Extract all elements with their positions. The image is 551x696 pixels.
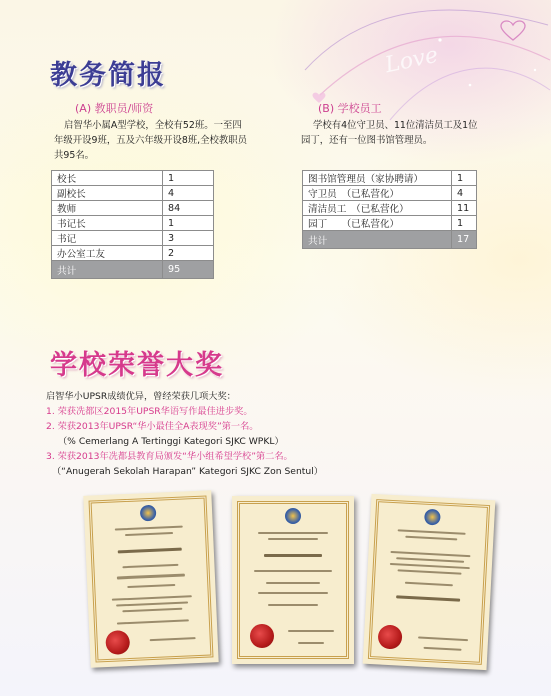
table-row [52,186,214,201]
table-total-value: 17 [452,231,477,249]
workers-table [302,170,477,249]
table-row [52,246,214,261]
certificate-image [83,490,218,667]
table-row [303,186,477,201]
table-cell-label: 书记 [52,231,163,246]
table-cell-value: 2 [163,246,214,261]
table-row [52,201,214,216]
workers-paragraph-line: 园丁，还有一位图书馆管理员。 [301,135,433,146]
table-cell-value: 11 [452,201,477,216]
table-row [52,231,214,246]
workers-heading: (B) 学校员工 [318,102,382,115]
table-total-label: 共计 [52,261,163,279]
certificate-image [363,494,496,670]
staff-paragraph-line: 启智华小属A型学校，全校有52班。一至四 [64,120,242,131]
staff-table [51,170,214,279]
table-cell-label: 守卫员 （已私营化） [303,186,452,201]
table-cell-value: 3 [163,231,214,246]
staff-paragraph [54,118,274,163]
table-cell-label: 教师 [52,201,163,216]
honors-item-note: （“Anugerah Sekolah Harapan” Kategori SJKC Zon Sentul） [52,466,323,477]
table-cell-label: 图书馆管理员（家协聘请） [303,171,452,186]
table-cell-value: 4 [163,186,214,201]
table-cell-label: 办公室工友 [52,246,163,261]
table-row [303,201,477,216]
table-cell-value: 1 [163,216,214,231]
honors-item: 1. 荣获冼都区2015年UPSR华语写作最佳进步奖。 [46,406,253,417]
table-row [303,171,477,186]
table-cell-label: 书记长 [52,216,163,231]
table-cell-label: 校长 [52,171,163,186]
table-total-label: 共计 [303,231,452,249]
staff-heading: (A) 教职员/师资 [75,102,154,115]
table-cell-value: 4 [452,186,477,201]
page-title-academic: 教务简报 [50,60,166,91]
certificate-image [232,496,354,664]
honors-item: 3. 荣获2013年冼都县教育局颁发“华小组希望学校”第二名。 [46,451,293,462]
staff-paragraph-line: 年级开设9班，五及六年级开设8班,全校教职员 [54,135,248,146]
table-cell-value: 1 [163,171,214,186]
table-cell-value: 1 [452,171,477,186]
table-total-row [52,261,214,279]
table-cell-value: 1 [452,216,477,231]
workers-paragraph [301,118,506,148]
table-cell-label: 清洁员工 （已私营化） [303,201,452,216]
decorative-script-text: Love [382,42,441,79]
page-title-honors: 学校荣誉大奖 [50,350,224,381]
workers-paragraph-line: 学校有4位守卫员、11位清洁员工及1位 [313,120,478,131]
table-cell-label: 副校长 [52,186,163,201]
table-row [52,216,214,231]
staff-paragraph-line: 共95名。 [54,150,95,161]
table-cell-value: 84 [163,201,214,216]
honors-list [46,389,526,479]
table-total-row [303,231,477,249]
table-row [303,216,477,231]
heart-icon [500,20,526,42]
table-row [52,171,214,186]
honors-item: 2. 荣获2013年UPSR“华小最佳全A表现奖”第一名。 [46,421,259,432]
table-total-value: 95 [163,261,214,279]
honors-item-note: （% Cemerlang A Tertinggi Kategori SJKC WPKL） [58,436,284,447]
honors-intro: 启智华小UPSR成绩优异，曾经荣获几项大奖： [46,391,236,402]
table-cell-label: 园丁 （已私营化） [303,216,452,231]
